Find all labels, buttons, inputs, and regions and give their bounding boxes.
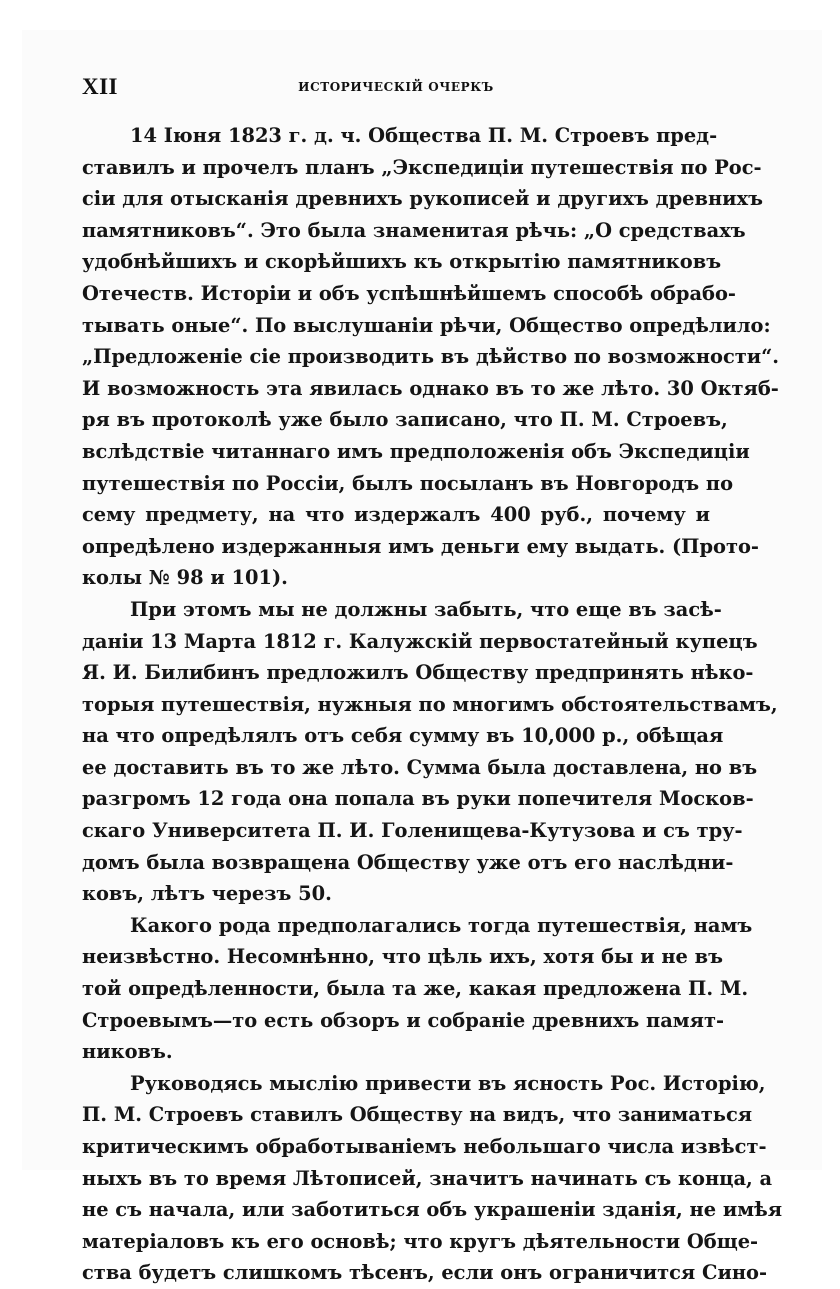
- text-line: удобнѣйшихъ и скорѣйшихъ къ открытію памятниковъ: [82, 250, 722, 274]
- text-line: на что опредѣлялъ отъ себя сумму въ 10,000 р., обѣщая: [82, 724, 724, 748]
- text-line: торыя путешествія, нужныя по многимъ обстоятельствамъ,: [82, 692, 778, 716]
- text-line: ныхъ въ то время Лѣтописей, значитъ начинать съ конца, а: [82, 1166, 773, 1190]
- text-line: И возможность эта явилась однако въ то же лѣто. 30 Октяб-: [82, 376, 779, 400]
- text-line: Руководясь мыслію привести въ ясность Рос. Исторію,: [130, 1071, 766, 1095]
- text-line: сему предмету, на что издержалъ 400 руб., почему и: [82, 503, 710, 527]
- text-line: „Предложеніе сіе производить въ дѣйство по возможности“.: [82, 345, 780, 369]
- text-line: скаго Университета П. И. Голенищева-Кутузова и съ тру-: [82, 819, 743, 843]
- running-title: ИСТОРИЧЕСКІЙ ОЧЕРКЪ: [298, 80, 494, 94]
- text-line: путешествія по Россіи, былъ посыланъ въ Новгородъ по: [82, 471, 734, 495]
- text-line: П. М. Строевъ ставилъ Обществу на видъ, что заниматься: [82, 1103, 753, 1127]
- paragraph: [82, 594, 778, 910]
- text-line: 14 Іюня 1823 г. д. ч. Общества П. М. Строевъ пред-: [130, 124, 718, 147]
- text-line: неизвѣстно. Несомнѣнно, что цѣль ихъ, хотя бы и не въ: [82, 945, 723, 969]
- body-text: [82, 120, 783, 1289]
- text-line: колы № 98 и 101).: [82, 566, 288, 590]
- text-line: критическимъ обработываніемъ небольшаго числа извѣст-: [82, 1135, 767, 1158]
- text-line: ее доставить въ то же лѣто. Сумма была доставлена, но въ: [82, 755, 758, 779]
- text-line: той опредѣленности, была та же, какая предложена П. М.: [82, 977, 749, 1001]
- text-line: тывать оные“. По выслушаніи рѣчи, Общество опредѣлило:: [82, 313, 771, 337]
- text-line: памятниковъ“. Это была знаменитая рѣчь: „О средствахъ: [82, 218, 746, 242]
- text-line: ковъ, лѣтъ черезъ 50.: [82, 882, 332, 906]
- paragraph: [82, 120, 780, 594]
- text-line: разгромъ 12 года она попала въ руки попечителя Москов-: [82, 787, 754, 811]
- text-line: ря въ протоколѣ уже было записано, что П. М. Строевъ,: [82, 408, 728, 432]
- text-line: ставилъ и прочелъ планъ „Экспедиціи путешествія по Рос-: [82, 155, 762, 179]
- text-line: Строевымъ—то есть обзоръ и собраніе древнихъ памят-: [82, 1008, 725, 1032]
- paragraph: [82, 910, 753, 1068]
- text-line: ства будетъ слишкомъ тѣсенъ, если онъ ограничится Сино-: [82, 1261, 767, 1285]
- text-line: Какого рода предполагались тогда путешествія, намъ: [130, 913, 753, 937]
- text-line: При этомъ мы не должны забыть, что еще въ засѣ-: [130, 597, 722, 621]
- text-line: Отечеств. Исторіи и объ успѣшнѣйшемъ способѣ обрабо-: [82, 281, 736, 305]
- text-line: домъ была возвращена Обществу уже отъ его наслѣдни-: [82, 850, 734, 874]
- paragraph: [82, 1068, 783, 1289]
- page-header: [82, 74, 710, 104]
- text-line: Я. И. Билибинъ предложилъ Обществу предпринять нѣко-: [82, 661, 754, 685]
- text-line: матеріаловъ къ его основѣ; что кругъ дѣятельности Обще-: [82, 1229, 759, 1253]
- text-line: никовъ.: [82, 1040, 173, 1064]
- text-line: сіи для отысканія древнихъ рукописей и другихъ древнихъ: [82, 187, 763, 211]
- page-number: XII: [82, 74, 119, 99]
- text-line: даніи 13 Марта 1812 г. Калужскій первостатейный купецъ: [82, 629, 758, 653]
- text-line: не съ начала, или заботиться объ украшеніи зданія, не имѣя: [82, 1198, 783, 1222]
- text-line: опредѣлено издержанныя имъ деньги ему выдать. (Прото-: [82, 534, 759, 558]
- text-line: вслѣдствіе читаннаго имъ предположенія объ Экспедиціи: [82, 439, 750, 463]
